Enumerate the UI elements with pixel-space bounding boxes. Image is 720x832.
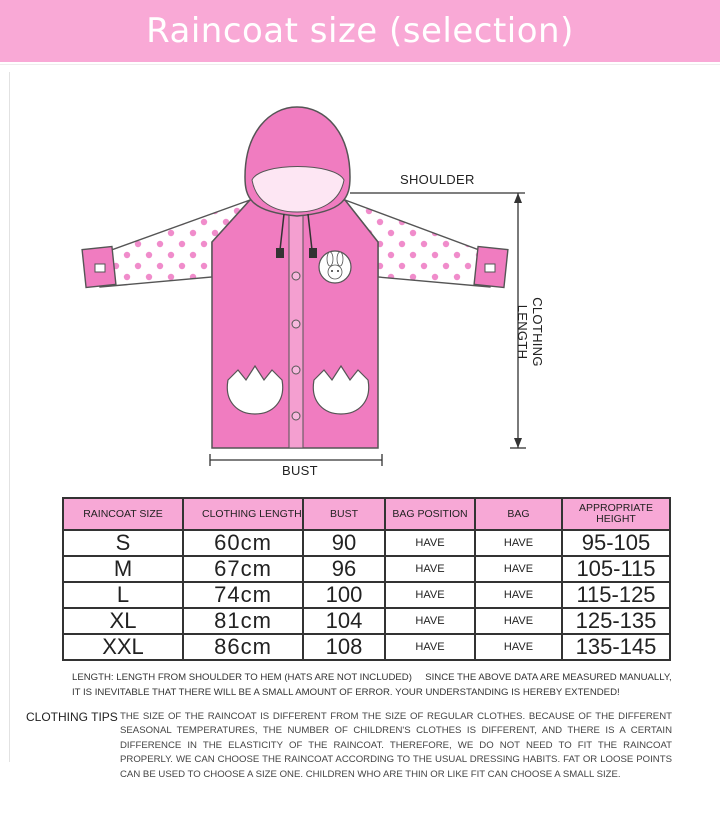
note-line-2: IT IS INEVITABLE THAT THERE WILL BE A SMALL AMOUNT OF ERROR. YOUR UNDERSTANDING IS HEREBY EXTENDED!: [72, 687, 620, 698]
cell-bust: 100: [303, 582, 385, 608]
raincoat-illustration: [0, 62, 720, 490]
clothing-tips-body: THE SIZE OF THE RAINCOAT IS DIFFERENT FROM THE SIZE OF REGULAR CLOTHES. BECAUSE OF THE DIFFERENT SEASONAL TEMPERATURES, THE NUMBER OF CHILDREN'S CLOTHES IS DIFFERENT, AND THERE IS A CERTAIN DIFFERENCE IN THE ELASTICITY OF THE RAINCOAT. THEREFORE, WE DO NOT NEED TO FIT THE RAINCOAT PROPERLY. WE CAN CHOOSE THE RAINCOAT ACCORDING TO THE USUAL DRESSING HABITS. FAT OR LOOSE POINTS CAN BE USED TO CHOOSE A SIZE ONE. CHILDREN WHO ARE THIN OR LIKE FIT CAN CHOOSE A SMALL SIZE.: [120, 711, 672, 780]
cell-bust: 90: [303, 530, 385, 556]
cell-bag: HAVE: [475, 582, 562, 608]
cell-length: 60cm: [183, 530, 303, 556]
cell-bag-position: HAVE: [385, 582, 475, 608]
header-bag-position: BAG POSITION: [385, 498, 475, 530]
cell-size: XXL: [63, 634, 183, 660]
note-line-1: LENGTH: LENGTH FROM SHOULDER TO HEM (HATS ARE NOT INCLUDED) SINCE THE ABOVE DATA ARE MEASURED MANUALLY,: [72, 672, 672, 683]
cell-bag: HAVE: [475, 634, 562, 660]
cell-length: 74cm: [183, 582, 303, 608]
header-bust: BUST: [303, 498, 385, 530]
cell-size: XL: [63, 608, 183, 634]
cell-size: M: [63, 556, 183, 582]
cell-length: 86cm: [183, 634, 303, 660]
cell-bag-position: HAVE: [385, 608, 475, 634]
measurement-note: [72, 670, 712, 700]
header-appropriate-height: APPROPRIATE HEIGHT: [562, 498, 670, 530]
raincoat-diagram: [0, 62, 720, 490]
cell-height: 115-125: [562, 582, 670, 608]
left-pocket: [227, 366, 282, 414]
cell-bag: HAVE: [475, 608, 562, 634]
cell-bag-position: HAVE: [385, 634, 475, 660]
cell-length: 81cm: [183, 608, 303, 634]
bust-label: BUST: [282, 463, 318, 478]
table-row: [63, 556, 670, 582]
cell-height: 95-105: [562, 530, 670, 556]
cell-bag: HAVE: [475, 530, 562, 556]
size-table-header: [63, 498, 670, 530]
cell-bust: 104: [303, 608, 385, 634]
cell-bag-position: HAVE: [385, 530, 475, 556]
cell-height: 105-115: [562, 556, 670, 582]
page-title: Raincoat size (selection): [146, 11, 574, 51]
header-clothing-length: CLOTHING LENGTH: [183, 498, 303, 530]
clothing-tips-heading: CLOTHING TIPS: [26, 710, 118, 724]
table-row: [63, 608, 670, 634]
header-raincoat-size: RAINCOAT SIZE: [63, 498, 183, 530]
cell-height: 125-135: [562, 608, 670, 634]
right-pocket: [313, 366, 368, 414]
bunny-badge: [319, 251, 351, 283]
cell-size: S: [63, 530, 183, 556]
table-row: [63, 634, 670, 660]
shoulder-label: SHOULDER: [400, 172, 475, 187]
cell-height: 135-145: [562, 634, 670, 660]
header-bag: BAG: [475, 498, 562, 530]
table-row: [63, 582, 670, 608]
table-row: [63, 530, 670, 556]
cell-length: 67cm: [183, 556, 303, 582]
cell-bag-position: HAVE: [385, 556, 475, 582]
cell-bust: 108: [303, 634, 385, 660]
cell-bust: 96: [303, 556, 385, 582]
size-table: [62, 497, 671, 661]
clothing-length-label: CLOTHING LENGTH: [515, 297, 545, 367]
title-banner: [0, 0, 720, 62]
cell-size: L: [63, 582, 183, 608]
cell-bag: HAVE: [475, 556, 562, 582]
